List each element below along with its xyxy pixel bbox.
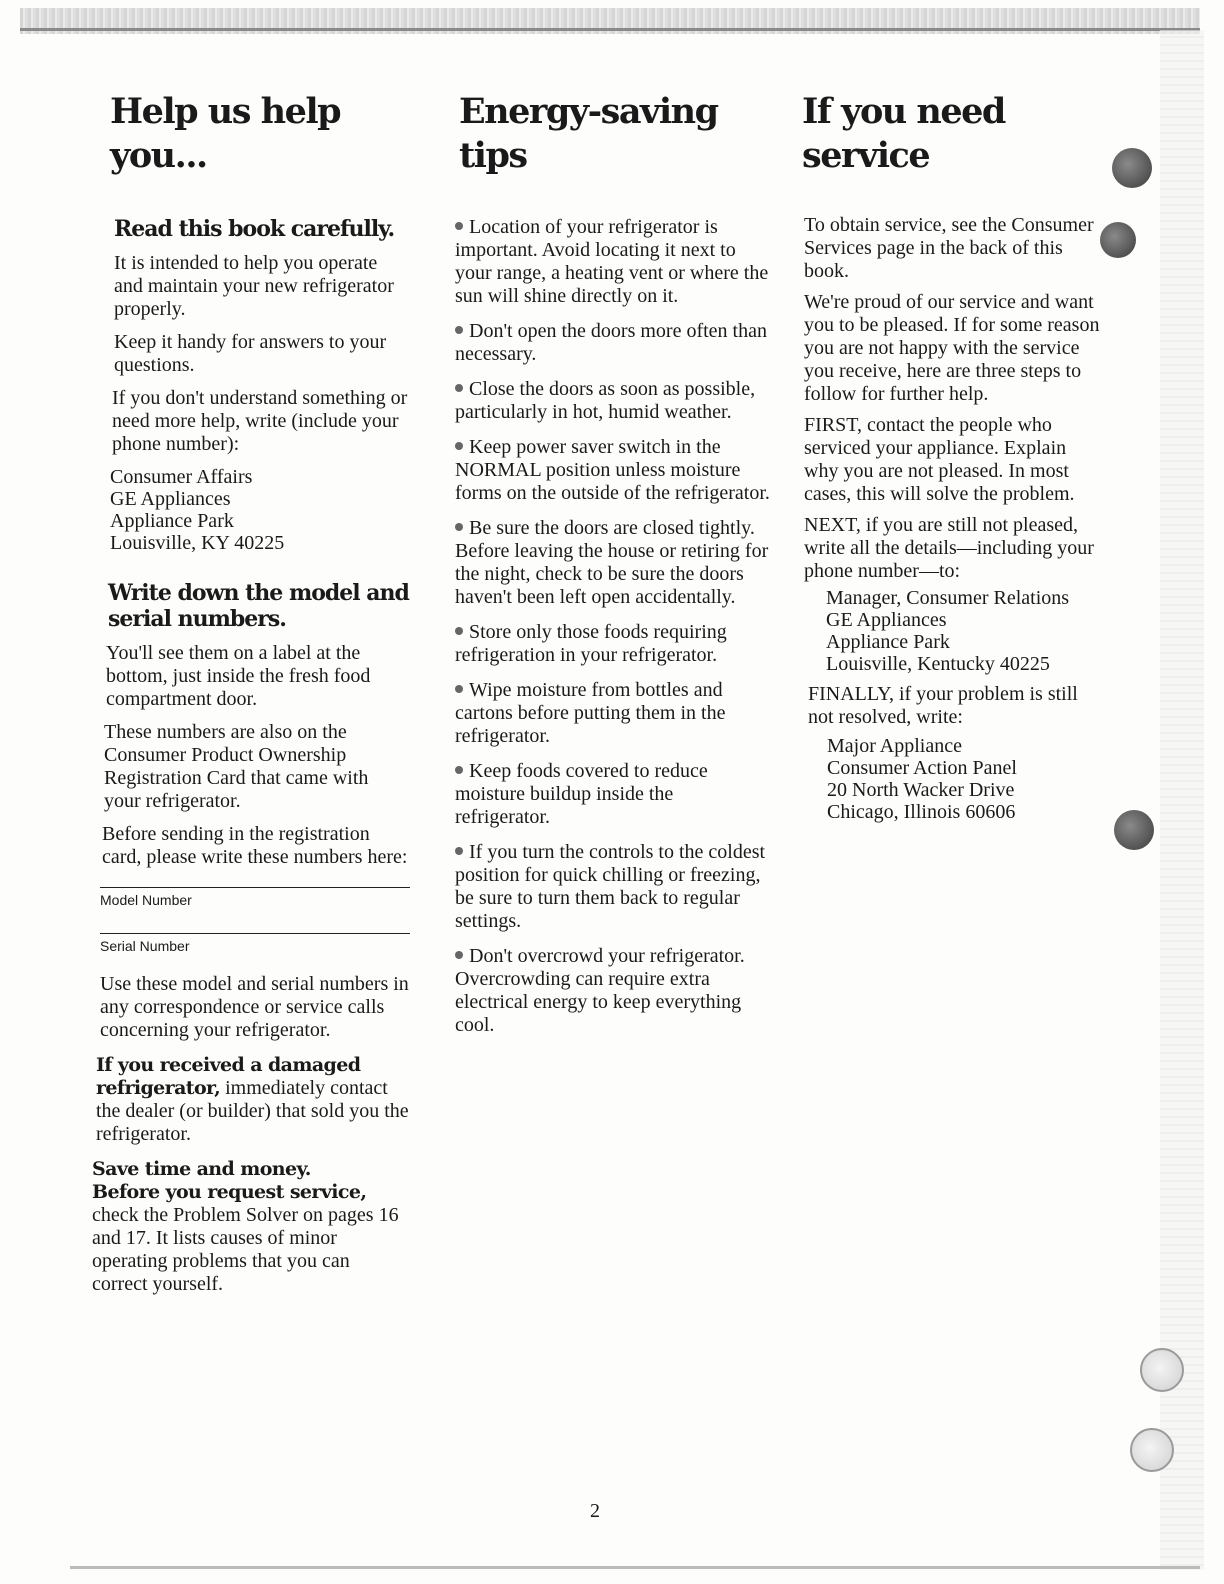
tip-item: Don't overcrowd your refrigerator. Overcrowding can require extra electrical energy to keep everything cool.: [455, 945, 770, 1037]
tips-list: [455, 216, 770, 1037]
address-line: Appliance Park: [826, 631, 950, 653]
tip-item: Keep foods covered to reduce moisture buildup inside the refrigerator.: [455, 760, 770, 829]
address-line: Louisville, Kentucky 40225: [826, 653, 1050, 675]
paragraph: If you don't understand something or need more help, write (include your phone number):: [112, 387, 408, 455]
punch-hole: [1114, 810, 1154, 850]
energy-column: [455, 90, 770, 1049]
punch-hole: [1100, 222, 1136, 258]
paragraph: These numbers are also on the Consumer Product Ownership Registration Card that came with your refrigerator.: [104, 721, 369, 812]
paragraph: Use these model and serial numbers in any correspondence or service calls concerning your refrigerator.: [100, 973, 409, 1041]
paragraph: We're proud of our service and want you to be pleased. If for some reason you are not happy with the service you receive, here are three steps to follow for further help.: [804, 291, 1100, 405]
punch-hole: [1130, 1428, 1174, 1472]
paragraph: It is intended to help you operate and maintain your new refrigerator properly.: [114, 252, 394, 320]
damaged-note: [96, 1054, 410, 1146]
address-line: 20 North Wacker Drive: [827, 779, 1015, 801]
page-number: 2: [590, 1500, 600, 1522]
model-number-label: Model Number: [100, 892, 192, 908]
model-number-field[interactable]: [100, 887, 410, 933]
tip-item: Keep power saver switch in the NORMAL position unless moisture forms on the outside of the refrigerator.: [455, 436, 770, 504]
paragraph: FINALLY, if your problem is still not resolved, write:: [808, 683, 1078, 728]
save-bold: Before you request service,: [92, 1181, 367, 1203]
model-heading: Write down the model and serial numbers.: [108, 580, 409, 632]
paragraph: NEXT, if you are still not pleased, write all the details—including your phone number—to:: [804, 514, 1094, 582]
scan-top-border: [20, 8, 1200, 34]
energy-title: Energy-saving tips: [459, 91, 718, 176]
paragraph: Keep it handy for answers to your questions.: [114, 331, 387, 376]
address-line: GE Appliances: [826, 609, 947, 631]
paragraph: FIRST, contact the people who serviced your appliance. Explain why you are not pleased. In most cases, this will solve the problem.: [804, 414, 1075, 505]
address-line: Chicago, Illinois 60606: [827, 801, 1016, 823]
address-line: Consumer Action Panel: [827, 757, 1017, 779]
address-line: Consumer Affairs: [110, 466, 253, 488]
address-line: Appliance Park: [110, 510, 234, 532]
punch-hole: [1140, 1348, 1184, 1392]
address-line: Louisville, KY 40225: [110, 532, 285, 554]
paragraph: Before sending in the registration card, please write these numbers here:: [102, 823, 408, 868]
address-line: Manager, Consumer Relations: [826, 587, 1070, 609]
address-line: GE Appliances: [110, 488, 231, 510]
serial-number-label: Serial Number: [100, 938, 190, 954]
punch-hole: [1112, 148, 1152, 188]
scan-right-edge: [1160, 30, 1204, 1570]
service-column: [800, 90, 1100, 823]
tip-item: Be sure the doors are closed tightly. Before leaving the house or retiring for the night, check to be sure the doors haven't been left open accidentally.: [455, 517, 769, 608]
consumer-affairs-address: [110, 466, 410, 554]
save-note: [92, 1158, 410, 1296]
tip-item: Wipe moisture from bottles and cartons before putting them in the refrigerator.: [455, 679, 770, 748]
tip-item: Store only those foods requiring refrigeration in your refrigerator.: [455, 621, 770, 667]
save-text: check the Problem Solver on pages 16 and 17. It lists causes of minor operating problems that you can correct yourself.: [92, 1204, 399, 1295]
damaged-text: immediately contact the dealer (or builder) that sold you the refrigerator.: [96, 1077, 409, 1145]
damaged-bold: If you received a damaged refrigerator,: [96, 1054, 361, 1099]
action-panel-address: [827, 735, 1100, 823]
consumer-relations-address: [826, 587, 1100, 675]
tip-item: Close the doors as soon as possible, particularly in hot, humid weather.: [455, 378, 770, 424]
paragraph: You'll see them on a label at the bottom, just inside the fresh food compartment door.: [106, 642, 371, 710]
help-column: [92, 90, 410, 1296]
read-heading: Read this book carefully.: [114, 216, 395, 242]
tip-item: Don't open the doors more often than necessary.: [455, 320, 770, 366]
paragraph: To obtain service, see the Consumer Services page in the back of this book.: [804, 214, 1094, 282]
tip-item: Location of your refrigerator is important. Avoid locating it next to your range, a heating vent or where the sun will shine directly on it.: [455, 216, 769, 307]
tip-item: If you turn the controls to the coldest position for quick chilling or freezing, be sure to turn them back to regular settings.: [455, 841, 770, 933]
field-underline: [100, 933, 410, 934]
save-bold: Save time and money.: [92, 1158, 311, 1180]
field-underline: [100, 887, 410, 888]
scan-bottom-border: [70, 1566, 1200, 1569]
service-title: If you need service: [802, 91, 1005, 176]
serial-number-field[interactable]: [100, 933, 410, 973]
help-title: Help us help you...: [110, 91, 341, 176]
address-line: Major Appliance: [827, 735, 962, 757]
